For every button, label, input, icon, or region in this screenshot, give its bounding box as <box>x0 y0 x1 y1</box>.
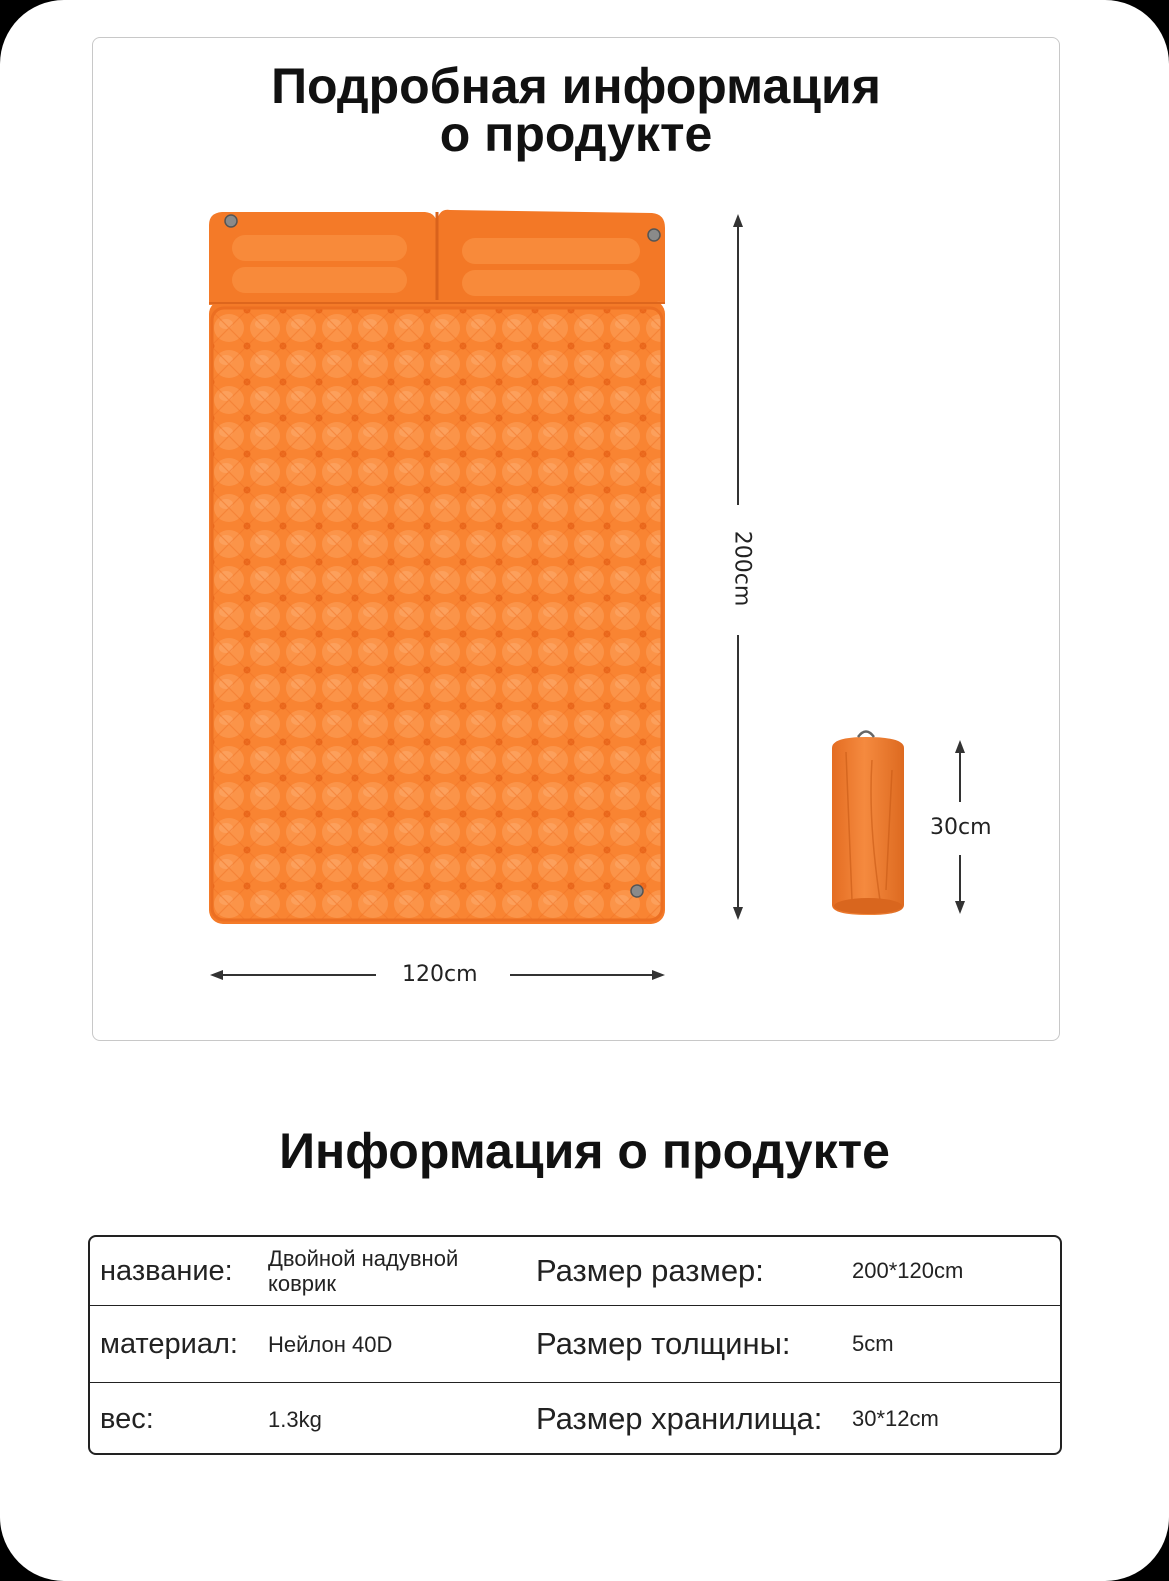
storage-size-value: 30*12cm <box>852 1406 939 1431</box>
length-label: 200cm <box>729 527 754 611</box>
storage-bag <box>832 732 904 916</box>
weight-value: 1.3kg <box>268 1406 322 1432</box>
size-value: 200*120cm <box>852 1258 964 1283</box>
mat-pillows <box>209 210 665 305</box>
table-row <box>90 1237 1060 1306</box>
name-value: Двойной надувной коврик <box>268 1246 459 1296</box>
size-label: Размер размер: <box>536 1253 764 1288</box>
material-value: Нейлон 40D <box>268 1331 393 1357</box>
storage-size-label: Размер хранилища: <box>536 1401 823 1436</box>
table-row <box>90 1306 1060 1383</box>
product-info-title: Информация о продукте <box>279 1123 890 1179</box>
width-label: 120cm <box>402 962 478 987</box>
name-label: название: <box>100 1254 233 1287</box>
weight-label: вес: <box>100 1402 154 1435</box>
mat-body <box>209 300 665 924</box>
thickness-label: Размер толщины: <box>536 1326 791 1361</box>
spec-table <box>88 1235 1062 1455</box>
title-line-2: о продукте <box>439 106 713 162</box>
thickness-value: 5cm <box>852 1331 894 1356</box>
bag-height-label: 30cm <box>930 815 992 840</box>
table-row <box>90 1383 1060 1455</box>
title-line-1: Подробная информация <box>271 58 881 114</box>
material-label: материал: <box>100 1327 238 1360</box>
